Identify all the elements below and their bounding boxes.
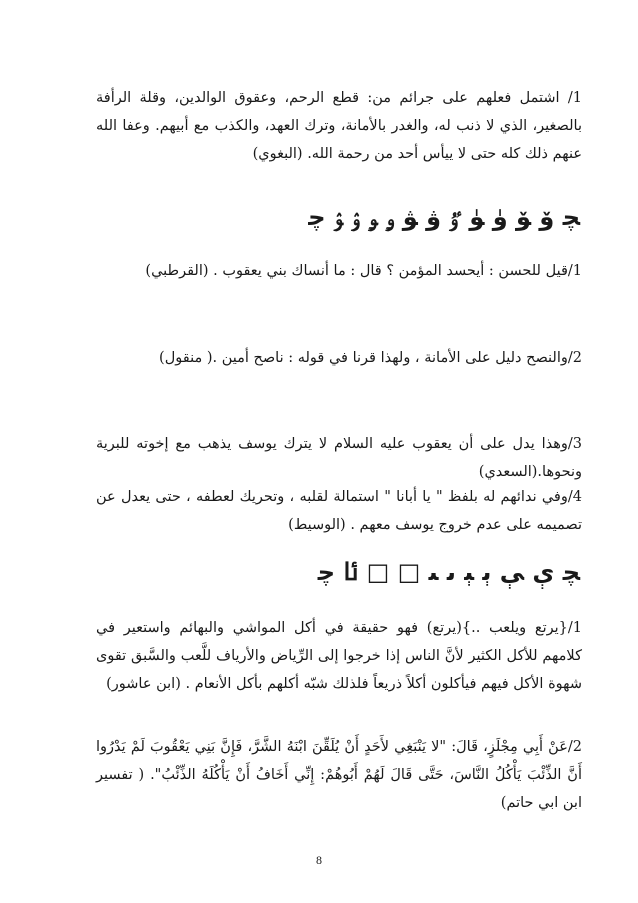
footnote-1: 1/قيل للحسن : أيحسد المؤمن ؟ قال : ما أنساك بني يعقوب . (القرطبي)	[145, 263, 582, 279]
footnote-5: 1/{يرتع ويلعب ..}(يرتع) فهو حقيقة في أكل المواشي والبهائم واستعير في كلامهم للأكل الكثير لأنَّ الناس إذا خرجوا إلى الرِّياض والأرياف للَّعب والسَّبق تقوى شهوة الأكل فيهم فيأكلون أكلاً ذريعاً فلذلك شبّه أكلهم بأكل الأنعام . (ابن عاشور)	[96, 620, 582, 692]
quran-verse-line-1: ﭽ ﯙ ﯚ ﯛ ﯜ ﯝ ﯞ ﯟ ﯠ ﯡ ﯢ ﯣ ﭼ	[308, 203, 580, 231]
page-number: 8	[316, 853, 322, 867]
footnote-3: 3/وهذا يدل على أن يعقوب عليه السلام لا يترك يوسف يذهب مع إخوته للبرية ونحوها.(السعدي)	[96, 436, 582, 480]
footnote-6: 2/عَنْ أَبِي مِجْلَزٍ، قَالَ: "لا يَنْبَغِي لأَحَدٍ أَنْ يُلَقِّنَ ابْنَهُ الشَّرَّ، فَإِنَّ بَنِي يَعْقُوبَ لَمْ يَدْرُوا أَنَّ الذِّئْبَ يَأْكُلُ النَّاسَ، حَتَّى قَالَ لَهُمْ أَبُوهُمْ: إِنِّي أَخَافُ أَنْ يَأْكُلَهُ الذِّئْبُ". ( تفسير ابن ابي حاتم)	[96, 739, 582, 811]
footnote-2: 2/والنصح دليل على الأمانة ، ولهذا قرنا في قوله : ناصح أمين .( منقول)	[159, 350, 582, 366]
intro-paragraph: 1/ اشتمل فعلهم على جرائم من: قطع الرحم، وعقوق الوالدين، وقلة الرأفة بالصغير، الذي لا ذنب له، والغدر بالأمانة، وترك العهد، والكذب مع أبيهم. وعفا الله عنهم ذلك كله حتى لا ييأس أحد من رحمة الله. (البغوي)	[96, 90, 582, 162]
quran-verse-line-2: ﭽ ﯤ ﯥ ﯦ ﯧ ﯨ ﯩ □ □ ﯪ ﭼ	[317, 558, 580, 586]
footnote-4: 4/وفي ندائهم له بلفظ " يا أبانا " استمالة لقلبه ، وتحريك لعطفه ، حتى يعدل عن تصميمه على عدم خروج يوسف معهم . (الوسيط)	[96, 489, 582, 533]
